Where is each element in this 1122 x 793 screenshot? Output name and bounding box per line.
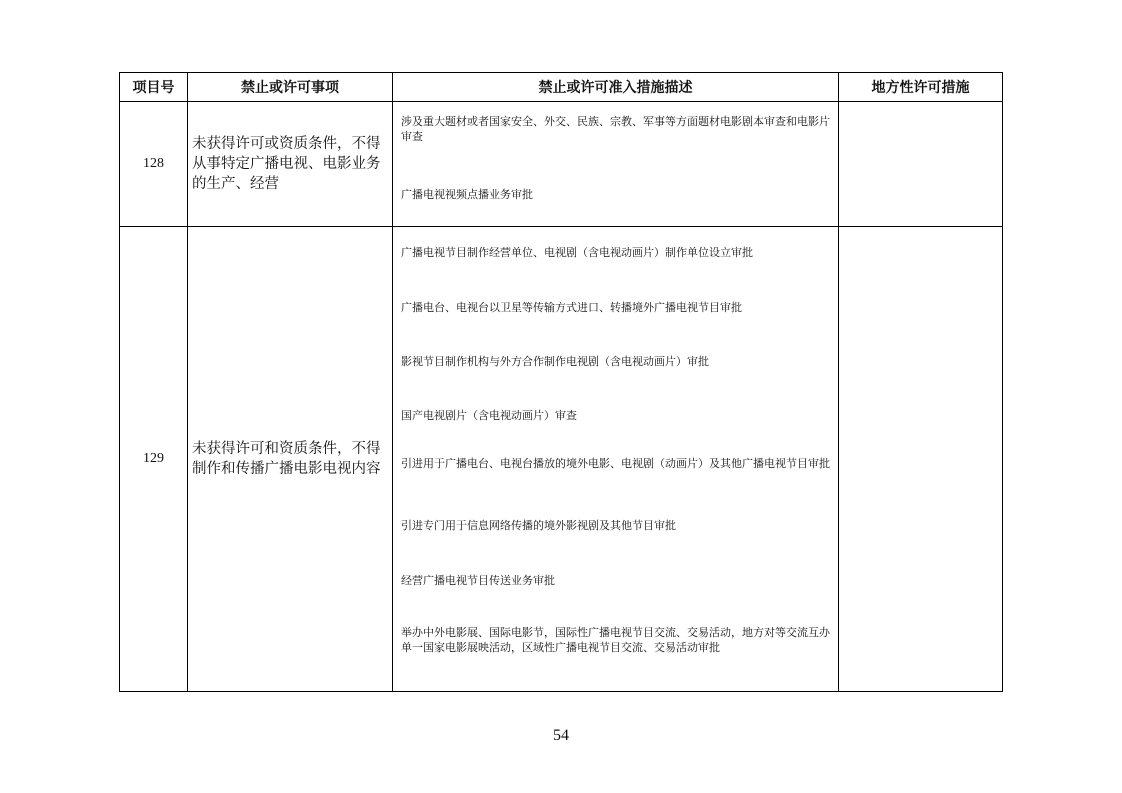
measure-text: 国产电视剧片（含电视动画片）审查 [401, 409, 577, 422]
permit-table [119, 72, 1003, 692]
page-number: 54 [553, 727, 569, 744]
measure-text: 举办中外电影展、国际电影节，国际性广播电视节目交流、交易活动，地方对等交流互办单一国家电影展映活动，区域性广播电视节目交流、交易活动审批 [401, 626, 830, 654]
header-item-number: 项目号 [120, 73, 188, 102]
row-number: 129 [120, 227, 188, 692]
row-measures [393, 102, 839, 227]
measure-text: 涉及重大题材或者国家安全、外交、民族、宗教、军事等方面题材电影剧本审查和电影片审查 [401, 115, 830, 143]
measure-text: 引进专门用于信息网络传播的境外影视剧及其他节目审批 [401, 519, 676, 532]
permit-table-page [119, 72, 1002, 692]
measure-text: 引进用于广播电台、电视台播放的境外电影、电视剧（动画片）及其他广播电视节目审批 [401, 457, 830, 470]
row-local-measures [839, 227, 1003, 692]
header-permit-item: 禁止或许可事项 [188, 73, 393, 102]
row-number: 128 [120, 102, 188, 227]
table-row [120, 227, 1003, 692]
row-item: 未获得许可和资质条件，不得制作和传播广播电影电视内容 [188, 227, 393, 692]
header-local-measures: 地方性许可措施 [839, 73, 1003, 102]
row-item: 未获得许可或资质条件，不得从事特定广播电视、电影业务的生产、经营 [188, 102, 393, 227]
measure-text: 广播电台、电视台以卫星等传输方式进口、转播境外广播电视节目审批 [401, 301, 742, 314]
row-measures [393, 227, 839, 692]
table-row [120, 102, 1003, 227]
table-header-row [120, 73, 1003, 102]
header-measure-description: 禁止或许可准入措施描述 [393, 73, 839, 102]
row-local-measures [839, 102, 1003, 227]
measure-text: 广播电视节目制作经营单位、电视剧（含电视动画片）制作单位设立审批 [401, 246, 753, 259]
measure-text: 广播电视视频点播业务审批 [401, 188, 533, 201]
measure-text: 影视节目制作机构与外方合作制作电视剧（含电视动画片）审批 [401, 355, 709, 368]
measure-text: 经营广播电视节目传送业务审批 [401, 574, 555, 587]
